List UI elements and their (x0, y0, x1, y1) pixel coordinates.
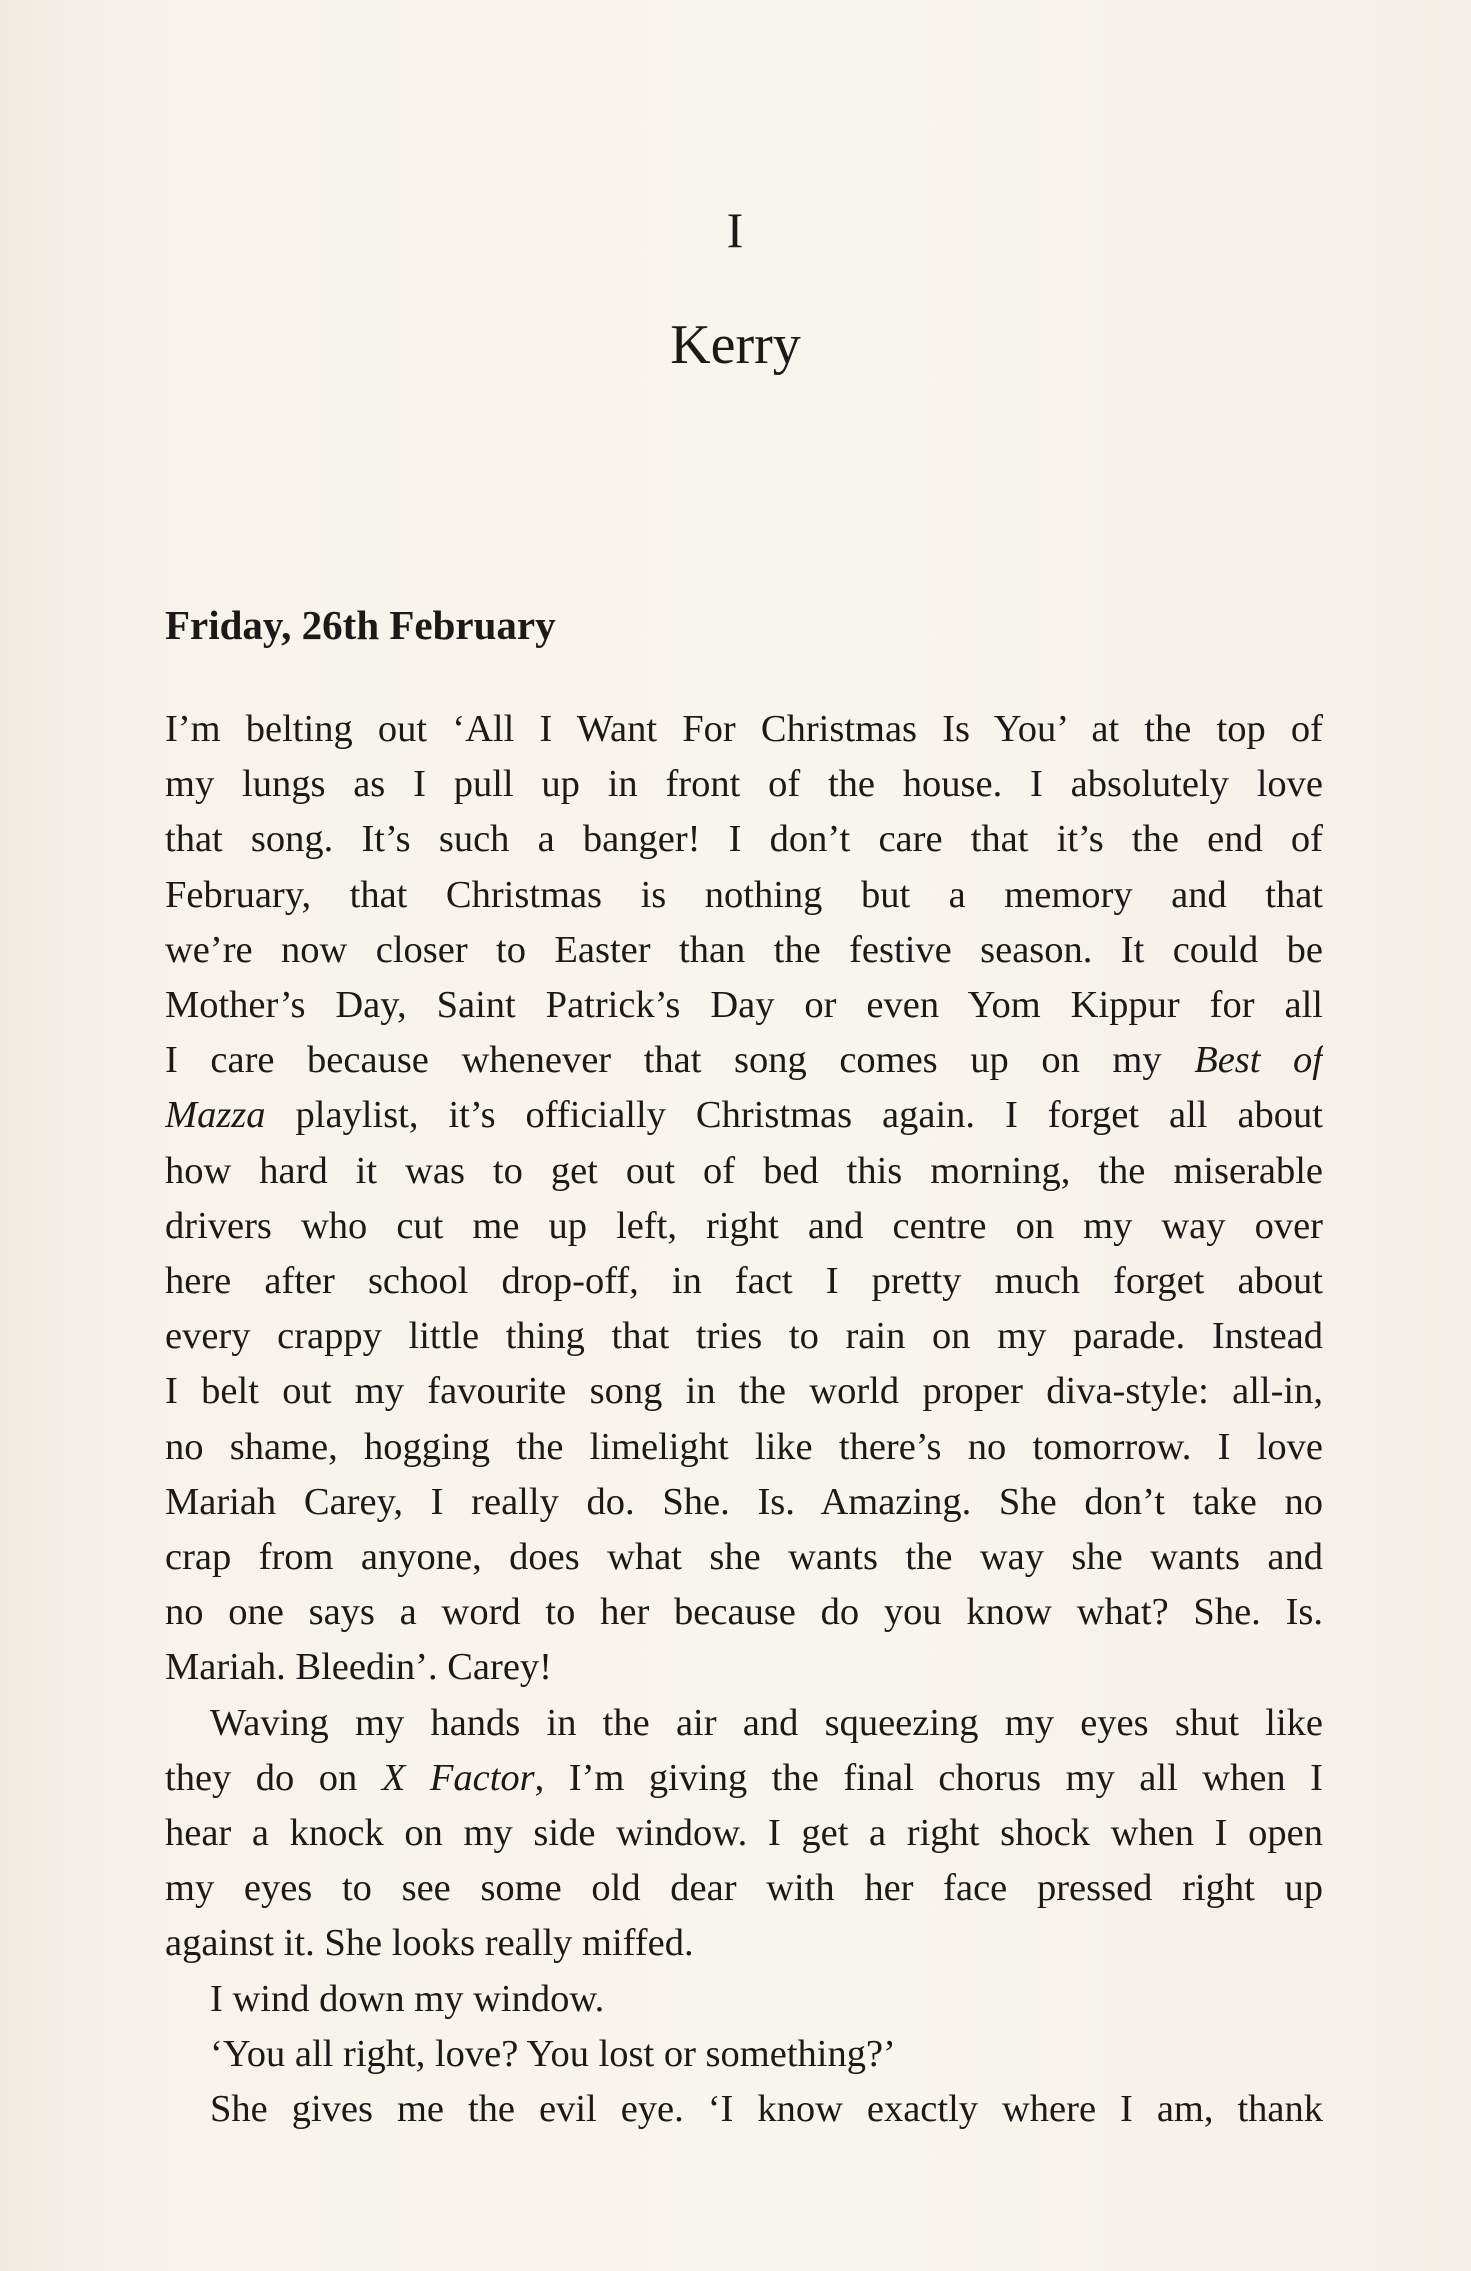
text-line (165, 1309, 1323, 1364)
italic-text: Best of (1194, 1039, 1323, 1082)
text-line (165, 1475, 1323, 1530)
paragraph (165, 1972, 1323, 2027)
italic-text: X Factor (381, 1756, 535, 1799)
text-line (165, 978, 1323, 1033)
text-line (165, 868, 1323, 923)
text-run: every crappy little thing that tries to rain on my parade. Instead (165, 1315, 1323, 1358)
text-run: Mother’s Day, Saint Patrick’s Day or even Yom Kippur for all (165, 984, 1323, 1027)
text-line (165, 1530, 1323, 1585)
text-run: hear a knock on my side window. I get a right shock when I open (165, 1812, 1323, 1855)
text-line (165, 1861, 1323, 1916)
chapter-title: Kerry (670, 314, 801, 376)
text-run: my eyes to see some old dear with her face pressed right up (165, 1867, 1323, 1910)
date-heading: Friday, 26th February (165, 602, 556, 648)
text-run: against it. She looks really miffed. (165, 1922, 694, 1965)
text-line (165, 1033, 1323, 1088)
text-line (165, 1364, 1323, 1419)
text-line (165, 1696, 1323, 1751)
text-line (165, 2027, 1323, 2082)
text-run: ‘You all right, love? You lost or something?’ (210, 2032, 896, 2075)
text-line (165, 1585, 1323, 1640)
text-line (165, 1144, 1323, 1199)
text-run: I belt out my favourite song in the world proper diva-style: all-in, (165, 1370, 1323, 1413)
text-run: , I’m giving the final chorus my all when I (534, 1756, 1323, 1799)
text-line (165, 2082, 1323, 2137)
text-run: that song. It’s such a banger! I don’t care that it’s the end of (165, 818, 1323, 861)
text-line (165, 1916, 1323, 1971)
text-run: I’m belting out ‘All I Want For Christmas Is You’ at the top of (165, 708, 1323, 750)
text-line (165, 702, 1323, 757)
text-line (165, 1199, 1323, 1254)
text-run: I care because whenever that song comes up on my (165, 1039, 1195, 1082)
text-run: crap from anyone, does what she wants the way she wants and (165, 1536, 1323, 1579)
paragraph (165, 2027, 1323, 2082)
text-run: here after school drop-off, in fact I pretty much forget about (165, 1260, 1323, 1303)
text-run: how hard it was to get out of bed this morning, the miserable (165, 1149, 1323, 1192)
text-line (165, 757, 1323, 812)
paragraph (165, 702, 1323, 1696)
text-line (165, 812, 1323, 867)
text-run: She gives me the evil eye. ‘I know exactly where I am, thank (210, 2088, 1323, 2131)
text-line (165, 1420, 1323, 1475)
paragraph (165, 2082, 1323, 2137)
text-line (165, 1972, 1323, 2027)
text-run: Mariah Carey, I really do. She. Is. Amazing. She don’t take no (165, 1480, 1323, 1523)
text-run: February, that Christmas is nothing but a memory and that (165, 873, 1323, 916)
text-run: no shame, hogging the limelight like there’s no tomorrow. I love (165, 1425, 1323, 1468)
italic-text: Mazza (165, 1094, 266, 1137)
text-run: Mariah. Bleedin’. Carey! (165, 1646, 552, 1689)
text-run: my lungs as I pull up in front of the house. I absolutely love (165, 763, 1323, 806)
text-run: they do on (165, 1756, 382, 1799)
text-run: no one says a word to her because do you know what? She. Is. (165, 1591, 1323, 1634)
text-run: drivers who cut me up left, right and centre on my way over (165, 1204, 1323, 1247)
text-line (165, 1806, 1323, 1861)
text-run: playlist, it’s officially Christmas again. I forget all about (265, 1094, 1323, 1137)
text-run: I wind down my window. (210, 1977, 605, 2020)
text-run: we’re now closer to Easter than the festive season. It could be (165, 928, 1323, 971)
text-run: Waving my hands in the air and squeezing my eyes shut like (210, 1701, 1323, 1744)
body-text (165, 702, 1323, 2137)
text-line (165, 1751, 1323, 1806)
text-line (165, 1254, 1323, 1309)
paragraph (165, 1696, 1323, 1972)
text-line (165, 1088, 1323, 1143)
text-line (165, 1640, 1323, 1695)
text-line (165, 923, 1323, 978)
chapter-number: I (726, 202, 745, 258)
